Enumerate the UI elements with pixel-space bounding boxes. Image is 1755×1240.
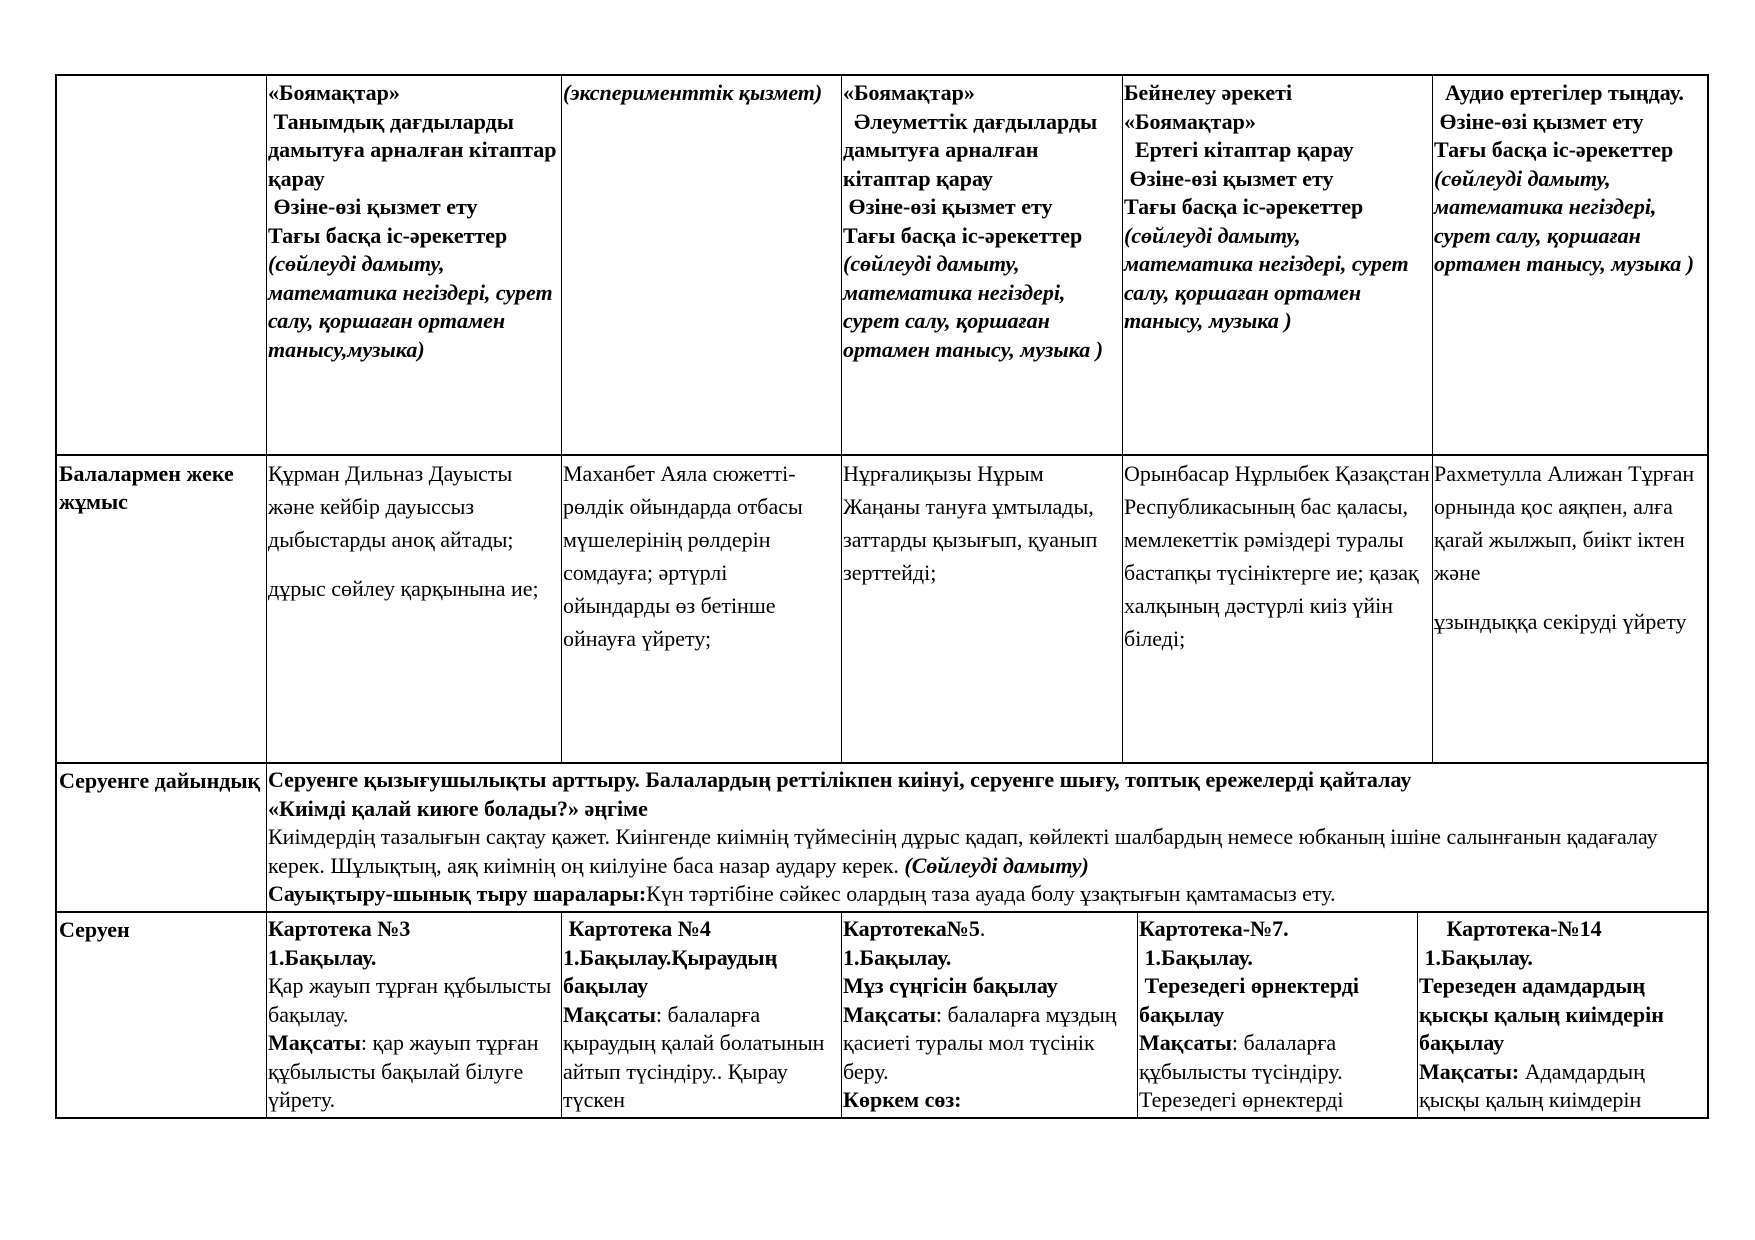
walk-goal-label: Мақсаты: [563, 1001, 656, 1027]
walk-goal: [1139, 1029, 1415, 1115]
activity-cell-4: [1124, 79, 1431, 336]
row-divider: [55, 762, 1709, 764]
activity-line: Тағы басқа іс-әрекеттер: [268, 222, 508, 248]
column-divider: [266, 74, 267, 1119]
prep-health-label: Сауықтыру-шынық тыру шаралары:: [268, 881, 647, 906]
column-divider: [841, 74, 842, 762]
walk-card-number: Картотека№5: [843, 916, 980, 941]
prep-body-tag: (Сөйлеуді дамыту): [904, 852, 1089, 878]
walk-card-number: Картотека-№7.: [1139, 916, 1289, 941]
walk-goal-label: Мақсаты: [843, 1001, 936, 1027]
activity-cell-2: [563, 79, 839, 108]
activity-line: (сөйлеуді дамыту, математика негіздері, сурет салу, қоршаған ортамен танысу, музыка ): [1434, 165, 1695, 276]
activity-line: Өзіне-өзі қызмет ету: [1434, 108, 1644, 134]
row-divider: [55, 911, 1709, 913]
walk-card-title: [843, 915, 1135, 944]
activity-line: Танымдық дағдыларды дамытуға арналған кітаптар қарау: [268, 108, 562, 191]
individual-cell-5: [1434, 457, 1707, 638]
activity-line: (сөйлеуді дамыту, математика негіздері, сурет салу, қоршаған ортамен танысу, музыка ): [843, 251, 1104, 362]
individual-cell-1: [268, 457, 560, 605]
individual-cell-2: [563, 457, 839, 655]
activity-cell-1: [268, 79, 560, 364]
walk-goal: [843, 1001, 1135, 1087]
individual-paragraph: Маханбет Аяла сюжетті-рөлдік ойындарда отбасы мүшелерінің рөлдерін сомдауға; әртүрлі ойындарды өз бетінше ойнауға үйрету;: [563, 461, 803, 651]
row-label-walk: [59, 916, 264, 945]
row-divider: [55, 454, 1709, 456]
walk-observation: 1.Бақылау.Қыраудың бақылау: [563, 944, 783, 998]
walk-goal-text: : қар жауып тұрған құбылысты бақылай білуге үйрету.: [268, 1030, 545, 1112]
walk-card-number: Картотека №3: [268, 916, 411, 941]
individual-cell-4: [1124, 457, 1431, 655]
walk-observation: 1.Бақылау.: [1139, 944, 1253, 970]
walk-card-number: Картотека-№14: [1419, 916, 1602, 941]
prep-health: [268, 880, 1706, 909]
activity-line: Өзіне-өзі қызмет ету: [268, 194, 478, 219]
individual-cell-3: [843, 457, 1121, 589]
walk-observation: 1.Бақылау.: [843, 944, 952, 970]
walk-preparation-label: Серуенге дайындық: [59, 768, 261, 793]
activity-cell-3: [843, 79, 1121, 364]
individual-paragraph: Орынбасар Нұрлыбек Қазақстан Республикасының бас қаласы, мемлекеттік рәміздері туралы бастапқы түсініктерге ие; қазақ халқының дәстүрлі киіз үйін біледі;: [1124, 461, 1430, 651]
walk-goal-text: : балаларға қыраудың қалай болатынын айтып түсіндіру.. Қырау түскен: [563, 1001, 830, 1112]
walk-extra-label: Көркем сөз:: [843, 1087, 962, 1112]
activity-line: Тағы басқа іс-әрекеттер: [1124, 194, 1364, 219]
walk-goal: [268, 1029, 560, 1115]
individual-paragraph: дұрыс сөйлеу қарқынына ие;: [268, 576, 539, 601]
walk-goal-text: : балаларға мұздың қасиеті туралы мол түсінік беру.: [843, 1001, 1123, 1084]
prep-body: [268, 823, 1706, 880]
walk-card-title: [563, 915, 839, 944]
row-label-walk-preparation: [59, 767, 264, 796]
activity-line: Аудио ертегілер тыңдау.: [1434, 80, 1684, 105]
walk-goal-label: Мақсаты: [1139, 1030, 1232, 1055]
walk-preparation-content: [268, 766, 1706, 909]
walk-goal-text: : балаларға құбылысты түсіндіру. Терезедегі өрнектерді: [1139, 1030, 1349, 1112]
walk-card-title: [1419, 915, 1707, 944]
activity-line: Ертегі кітаптар қарау: [1124, 137, 1354, 162]
prep-body-text: Киімдердің тазалығын сақтау қажет. Киінгенде киімнің түймесінің дұрыс қадап, көйлекті шалбардың немесе юбканың ішіне салынғанын қадағалау керек. Шұлықтың, аяқ киімнің оң киілуіне баса назар аудару керек.: [268, 824, 1658, 878]
activity-line: «Боямақтар»: [268, 80, 400, 105]
activity-line: Тағы басқа іс-әрекеттер: [843, 222, 1083, 248]
walk-observation: 1.Бақылау.: [268, 944, 377, 970]
activity-line: Бейнелеу әрекеті: [1124, 80, 1293, 105]
individual-paragraph: Құрман Дильназ Дауысты және кейбір дауыссыз дыбыстарды аноқ айтады;: [268, 461, 514, 552]
individual-paragraph: Нұрғалиқызы Нұрым Жаңаны тануға ұмтылады, заттарды қызығып, қуанып зерттейді;: [843, 461, 1098, 585]
walk-cell-3: [843, 915, 1135, 1117]
walk-goal-label: Мақсаты:: [1419, 1058, 1520, 1084]
walk-cell-4: [1139, 915, 1415, 1117]
walk-cell-2: [563, 915, 839, 1117]
row-label-individual-work: [59, 460, 264, 516]
individual-paragraph: ұзындыққа секіруді үйрету: [1434, 609, 1687, 634]
walk-card-title: [1139, 915, 1415, 944]
walk-goal: [563, 1001, 839, 1115]
individual-paragraph: Рахметулла Алижан Тұрған орнында қос аяқпен, алға қarай жылжып, биікт іктен және: [1434, 461, 1695, 585]
walk-description: Қар жауып тұрған құбылысты бақылау.: [268, 973, 557, 1027]
walk-observation-topic: Мұз сүңгісін бақылау: [843, 973, 1058, 998]
prep-conversation-title: «Киімді қалай киюге болады?» әңгіме: [268, 795, 648, 821]
activity-line: Тағы басқа іс-әрекеттер: [1434, 137, 1674, 162]
walk-goal: [1419, 1058, 1707, 1115]
paragraph-gap: [1434, 589, 1707, 605]
walk-card-title: [268, 915, 560, 944]
walk-goal-text: Адамдардың қысқы қалың киімдерін: [1419, 1058, 1651, 1112]
activity-line: «Боямақтар»: [1124, 108, 1256, 134]
column-divider: [1432, 74, 1433, 762]
walk-observation-topic: Терезедегі өрнектерді бақылау: [1139, 973, 1365, 1027]
column-divider: [1417, 911, 1418, 1119]
individual-work-label: Балалармен жеке жұмыс: [59, 461, 234, 514]
column-divider: [561, 911, 562, 1119]
column-divider: [1137, 911, 1138, 1119]
column-divider: [1122, 74, 1123, 762]
walk-observation-topic: Терезеден адамдардың қысқы қалың киімдерін бақылау: [1419, 973, 1670, 1055]
activity-line: Өзіне-өзі қызмет ету: [843, 194, 1053, 219]
walk-card-number: Картотека №4: [563, 916, 711, 941]
prep-heading: Серуенге қызығушылықты арттыру. Балалардың реттілікпен киінуі, серуенге шығу, топтық ережелерді қайталау: [268, 767, 1412, 792]
walk-goal-label: Мақсаты: [268, 1030, 361, 1055]
walk-card-title-tail: .: [979, 916, 986, 941]
activity-line: «Боямақтар»: [843, 80, 975, 105]
prep-health-text: Күн тәртібіне сәйкес олардың таза ауада болу ұзақтығын қамтамасыз ету.: [646, 881, 1336, 906]
activity-line: (сөйлеуді дамыту, математика негіздері, сурет салу, қоршаған ортамен танысу, музыка ): [1124, 222, 1415, 333]
paragraph-gap: [268, 556, 560, 572]
walk-cell-5: [1419, 915, 1707, 1117]
activity-line: (эксперименттік қызмет): [563, 80, 823, 105]
column-divider: [561, 74, 562, 762]
activity-cell-5: [1434, 79, 1707, 279]
walk-cell-1: [268, 915, 560, 1117]
column-divider: [841, 911, 842, 1119]
walk-label: Серуен: [59, 917, 130, 942]
activity-line: (сөйлеуді дамыту, математика негіздері, сурет салу, қоршаған ортамен танысу,музыка): [268, 251, 559, 362]
walk-observation: 1.Бақылау.: [1419, 944, 1533, 970]
activity-line: Әлеуметтік дағдыларды дамытуға арналған кітаптар қарау: [843, 108, 1103, 191]
activity-line: Өзіне-өзі қызмет ету: [1124, 165, 1334, 191]
